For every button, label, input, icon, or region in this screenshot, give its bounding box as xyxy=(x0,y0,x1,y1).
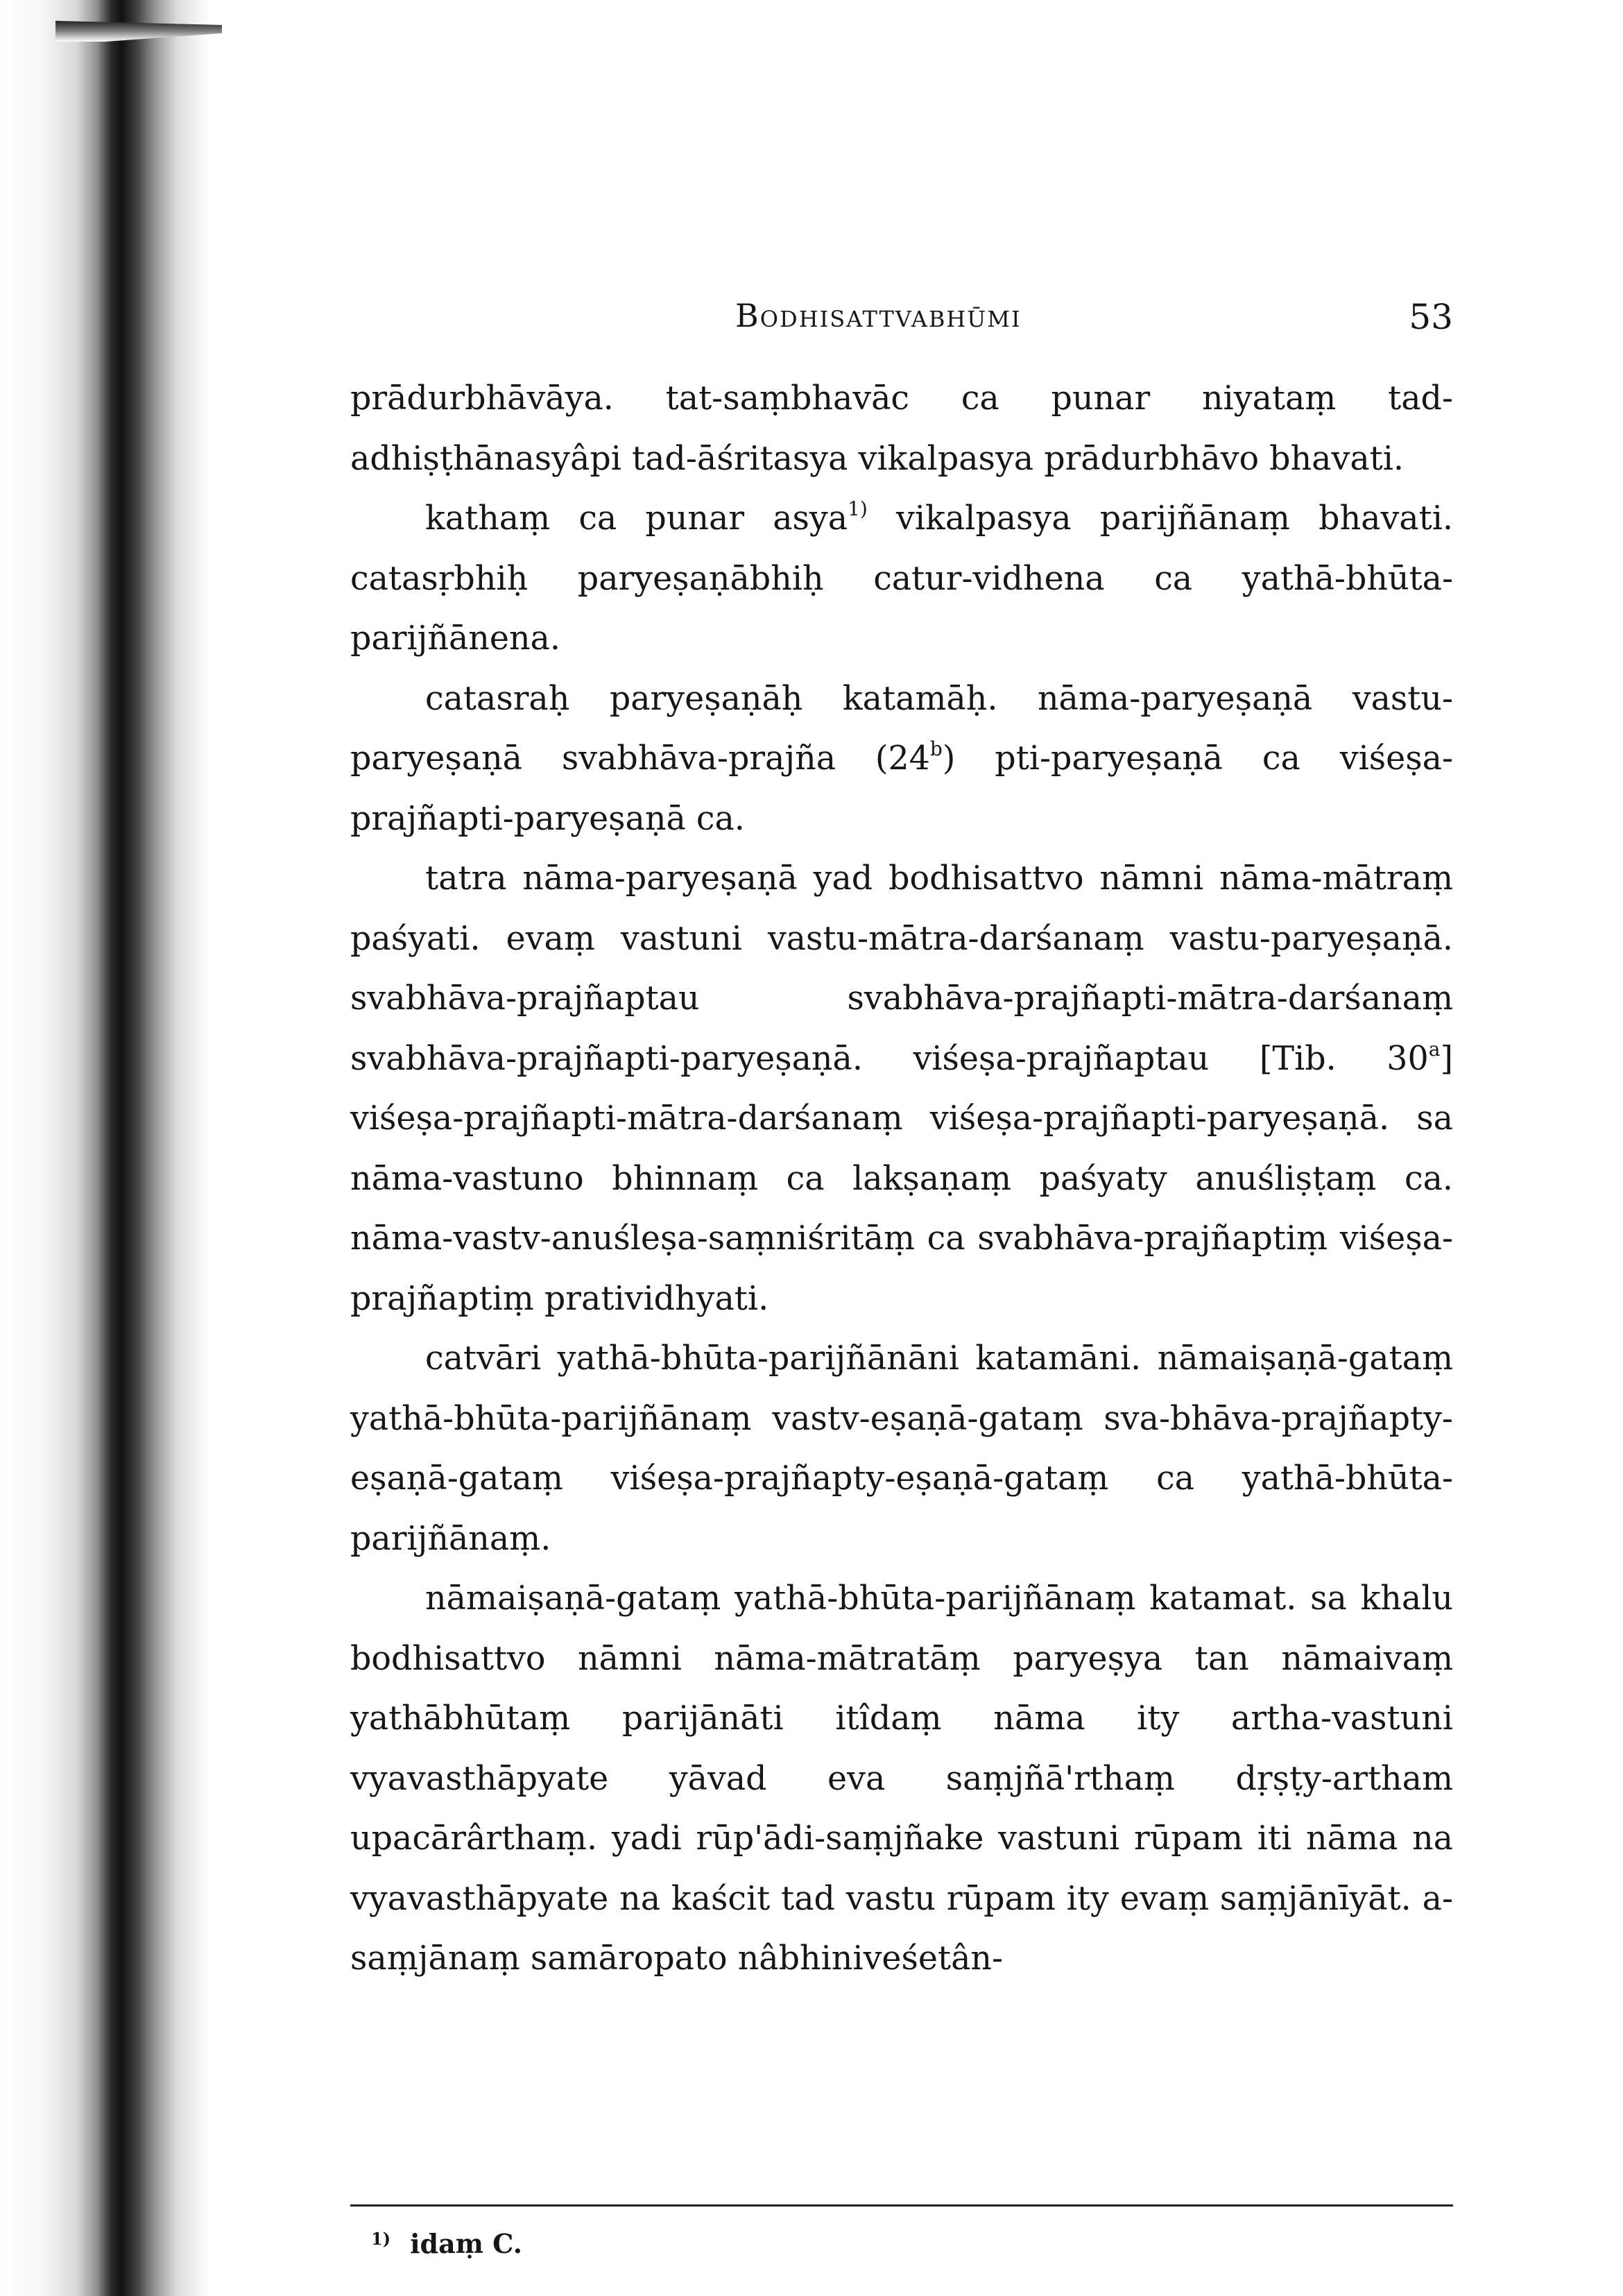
footnote xyxy=(371,2228,522,2259)
paragraph-2-text-a: kathaṃ ca punar asya xyxy=(425,499,848,538)
paragraph-3 xyxy=(350,669,1453,850)
folio-superscript: b xyxy=(929,737,943,760)
main-text xyxy=(350,369,1453,1989)
paragraph-4-text-a: tatra nāma-paryeṣaṇā yad bodhisattvo nāmni nāma-mātraṃ paśyati. evaṃ vastuni vastu-mātra-darśanaṃ vastu-paryeṣaṇā. svabhāva-prajñaptau svabhāva-prajñapti-mātra-darśanaṃ svabhāva-prajñapti-paryeṣaṇā. viśeṣa-prajñaptau [Tib. 30 xyxy=(350,859,1453,1078)
paragraph-3-text-b: ) pti-paryeṣaṇā ca viśeṣa-prajñapti-paryeṣaṇā ca. xyxy=(350,739,1453,838)
paragraph-1-text: prādurbhāvāya. tat-saṃbhavāc ca punar niyataṃ tad-adhiṣṭhānasyâpi tad-āśritasya vikalpasya prādurbhāvo bhavati. xyxy=(350,379,1453,478)
book-page xyxy=(350,0,1453,2296)
paragraph-4 xyxy=(350,849,1453,1329)
paragraph-2-text-b: vikalpasya parijñānaṃ bhavati. catasṛbhiḥ paryeṣaṇābhiḥ catur-vidhena ca yathā-bhūta-parijñānena. xyxy=(350,499,1454,658)
footnote-mark: 1) xyxy=(371,2229,391,2249)
running-head: Bodhisattvabhūmi xyxy=(735,297,1022,334)
paragraph-3-text-a: catasraḥ paryeṣaṇāḥ katamāḥ. nāma-paryeṣaṇā vastu-paryeṣaṇā svabhāva-prajña (24 xyxy=(350,679,1453,778)
paragraph-6-text: nāmaiṣaṇā-gataṃ yathā-bhūta-parijñānaṃ katamat. sa khalu bodhisattvo nāmni nāma-mātratāṃ paryeṣya tan nāmaivaṃ yathābhūtaṃ parijānāti itîdaṃ nāma ity artha-vastuni vyavasthāpyate yāvad eva saṃjñā'rthaṃ dṛṣṭy-artham upacārârthaṃ. yadi rūp'ādi-saṃjñake vastuni rūpam iti nāma na vyavasthāpyate na kaścit tad vastu rūpam ity evaṃ saṃjānīyāt. a-saṃjānaṃ samāropato nâbhiniveśetân- xyxy=(350,1579,1453,1978)
folio-superscript: a xyxy=(1428,1037,1441,1061)
page-number: 53 xyxy=(1409,297,1453,337)
page-header xyxy=(350,297,1453,359)
book-spine-shadow xyxy=(0,0,208,2296)
footnote-reference: 1) xyxy=(848,497,868,520)
paragraph-6 xyxy=(350,1569,1453,1989)
paragraph-4-text-b: ] viśeṣa-prajñapti-mātra-darśanaṃ viśeṣa-prajñapti-paryeṣaṇā. sa nāma-vastuno bhinnaṃ ca lakṣaṇaṃ paśyaty anuśliṣṭaṃ ca. nāma-vastv-anuśleṣa-saṃniśritāṃ ca svabhāva-prajñaptiṃ viśeṣa-prajñaptiṃ pratividhyati. xyxy=(350,1039,1453,1318)
paragraph-1 xyxy=(350,369,1453,489)
footnote-text: idaṃ C. xyxy=(410,2228,522,2259)
paragraph-5 xyxy=(350,1329,1453,1569)
footnote-divider xyxy=(350,2204,1453,2207)
paragraph-5-text: catvāri yathā-bhūta-parijñānāni katamāni. nāmaiṣaṇā-gataṃ yathā-bhūta-parijñānaṃ vastv-eṣaṇā-gataṃ sva-bhāva-prajñapty-eṣaṇā-gataṃ viśeṣa-prajñapty-eṣaṇā-gataṃ ca yathā-bhūta-parijñānaṃ. xyxy=(350,1339,1453,1558)
paragraph-2 xyxy=(350,489,1453,669)
